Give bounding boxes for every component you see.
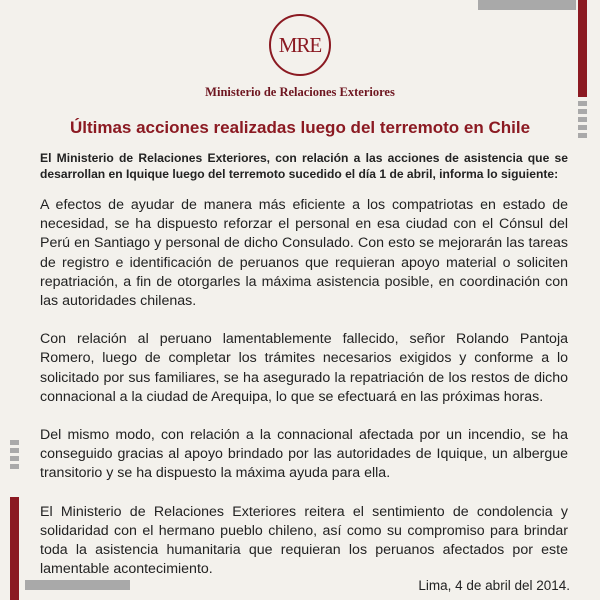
body-paragraph-1: A efectos de ayudar de manera más eficiente a los compatriotas en estado de necesidad, se ha dispuesto reforzar el personal en esa ciudad con el Cónsul del Perú en Santiago y personal de dicho Consulado. Con esto se mejorarán las tareas de registro e identificación de peruanos que requieran apoyo material o soliciten repatriación, a fin de otorgarles la máxima asistencia posible, en coordinación con las autoridades chilenas. (40, 197, 568, 310)
document-title: Últimas acciones realizadas luego del terremoto en Chile (69, 118, 531, 137)
intro-paragraph: El Ministerio de Relaciones Exteriores, con relación a las acciones de asistencia que se desarrollan en Iquique luego del terremoto sucedido el día 1 de abril, informa lo siguiente: (40, 151, 568, 181)
logo-text: MRE (278, 32, 322, 57)
top-gray-bar (478, 0, 576, 10)
body-paragraph-3: Del mismo modo, con relación a la connacional afectada por un incendio, se ha conseguido gracias al apoyo brindado por las autoridades de Iquique, un albergue transitorio y se ha dispuesto la máxima ayuda para ella. (40, 427, 568, 482)
logo (0, 14, 600, 76)
ministry-name: Ministerio de Relaciones Exteriores (205, 85, 395, 99)
body-paragraph-4: El Ministerio de Relaciones Exteriores reitera el sentimiento de condolencia y solidaridad con el hermano pueblo chileno, así como su compromiso para brindar toda la asistencia humanitaria que requieran los peruanos afectados por este lamentable acontecimiento. (40, 503, 568, 578)
left-red-bar (10, 497, 19, 600)
document-body (40, 196, 568, 598)
signature-date: Lima, 4 de abril del 2014. (418, 578, 570, 593)
body-paragraph-2: Con relación al peruano lamentablemente fallecido, señor Rolando Pantoja Romero, luego de completar los trámites necesarios exigidos y conforme a lo solicitado por sus familiares, se ha asegurado la repatriación de los restos de dicho connacional a la ciudad de Arequipa, lo que se efectuará en las próximas horas. (40, 331, 568, 405)
logo-seal (269, 14, 331, 76)
left-gray-dashes (10, 440, 19, 469)
